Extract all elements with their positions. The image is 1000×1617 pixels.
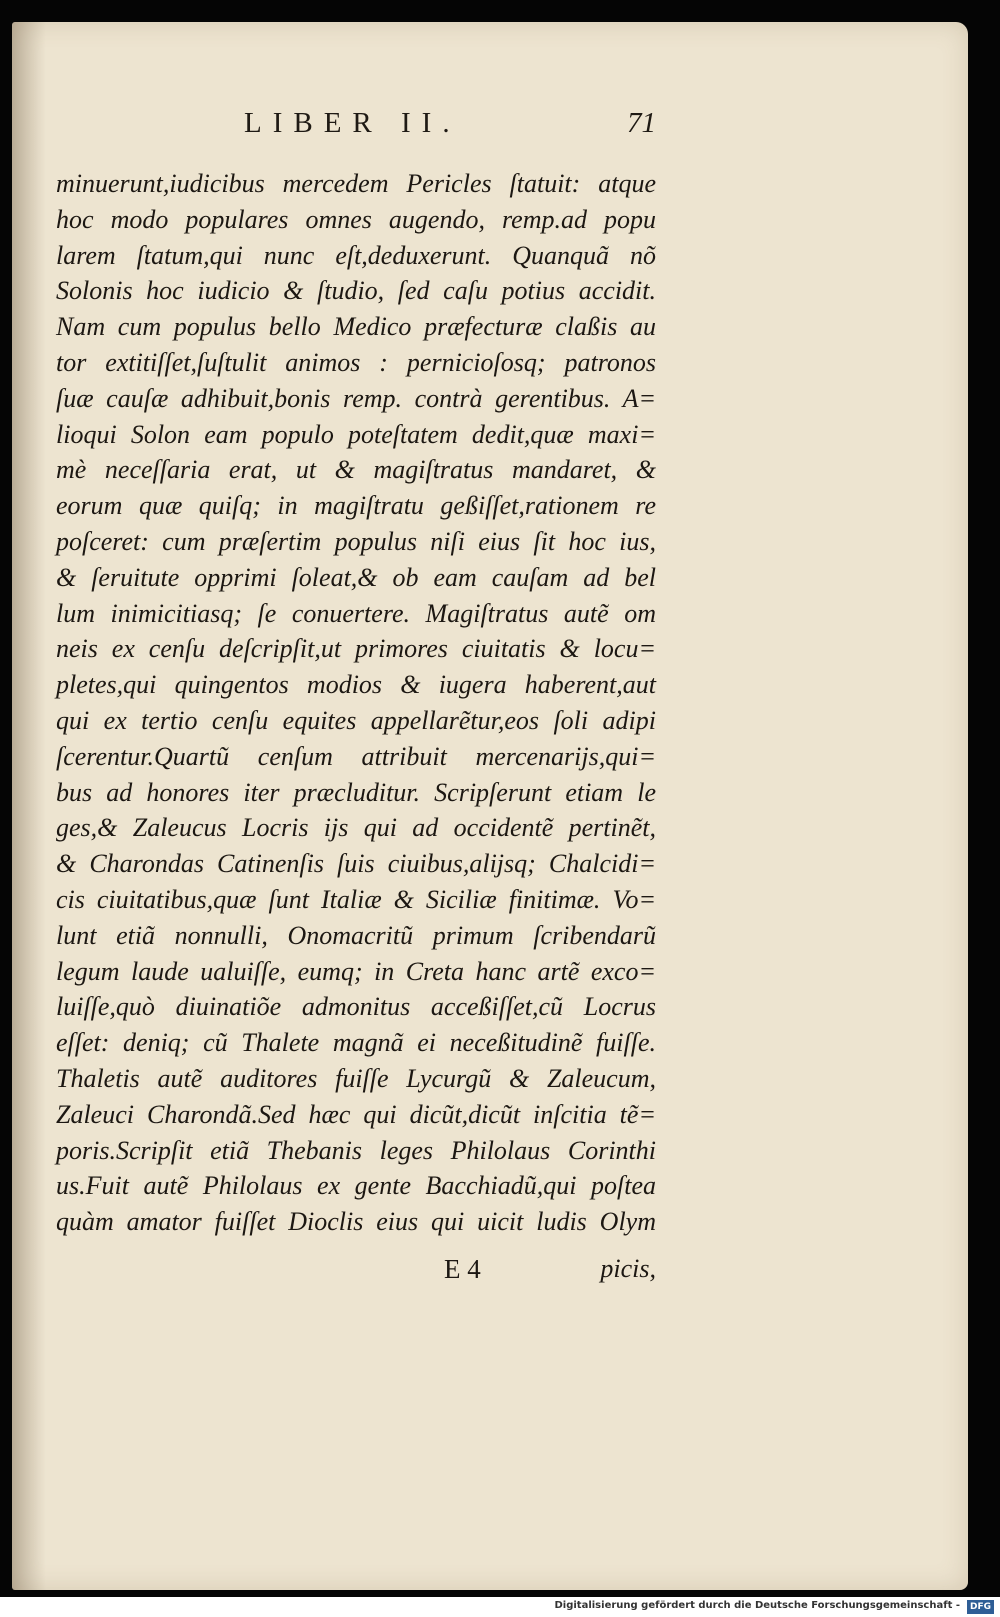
running-head bbox=[56, 107, 656, 147]
text-line: & Charondas Catinenſis ſuis ciuibus,alijsq; Chalcidi= bbox=[56, 849, 656, 879]
text-line: tor extitiſſet,ſuſtulit animos : pernicioſosq; patronos bbox=[56, 347, 656, 377]
text-line: & ſeruitute opprimi ſoleat,& ob eam cauſam ad bel bbox=[56, 562, 656, 592]
text-line: cis ciuitatibus,quæ ſunt Italiæ & Siciliæ finitimæ. Vo= bbox=[56, 884, 656, 914]
text-line: eorum quæ quiſq; in magiſtratu geßiſſet,rationem re bbox=[56, 491, 656, 521]
running-title: LIBER II. bbox=[244, 107, 461, 139]
text-line: neis ex cenſu deſcripſit,ut primores ciuitatis & locu= bbox=[56, 634, 656, 664]
text-line: pletes,qui quingentos modios & iugera haberent,aut bbox=[56, 670, 656, 700]
text-line: bus ad honores iter præcluditur. Scripſerunt etiam le bbox=[56, 777, 656, 807]
text-line: Thaletis autẽ auditores fuiſſe Lycurgũ & Zaleucum, bbox=[56, 1063, 656, 1093]
text-line: hoc modo populares omnes augendo, remp.ad popu bbox=[56, 204, 656, 234]
book-page bbox=[12, 22, 968, 1590]
text-line: Zaleuci Charondã.Sed hæc qui dicũt,dicũt inſcitia tẽ= bbox=[56, 1099, 656, 1129]
text-line: lunt etiã nonnulli, Onomacritũ primum ſcribendarũ bbox=[56, 920, 656, 950]
body-text bbox=[56, 166, 656, 1240]
text-line: minuerunt,iudicibus mercedem Pericles ſtatuit: atque bbox=[56, 169, 656, 198]
text-line: ſcerentur.Quartũ cenſum attribuit mercenarijs,qui= bbox=[56, 741, 656, 771]
credit-text: Digitalisierung gefördert durch die Deutsche Forschungsgemeinschaft - bbox=[554, 1600, 960, 1611]
text-line: lioqui Solon eam populo poteſtatem dedit,quæ maxi= bbox=[56, 419, 656, 449]
catchword: picis, bbox=[600, 1254, 656, 1283]
text-line: legum laude ualuiſſe, eumq; in Creta hanc artẽ exco= bbox=[56, 956, 656, 986]
text-line: Nam cum populus bello Medico præfecturæ claßis au bbox=[56, 312, 656, 342]
text-line: ges,& Zaleucus Locris ijs qui ad occidentẽ pertinẽt, bbox=[56, 813, 656, 843]
text-line: lum inimicitiasq; ſe conuertere. Magiſtratus autẽ om bbox=[56, 598, 656, 628]
text-line: mè neceſſaria erat, ut & magiſtratus mandaret, & bbox=[56, 455, 656, 485]
text-line: Solonis hoc iudicio & ſtudio, ſed caſu potius accidit. bbox=[56, 276, 656, 306]
page-footer bbox=[56, 1254, 656, 1290]
text-line: qui ex tertio cenſu equites appellarẽtur,eos ſoli adipi bbox=[56, 705, 656, 735]
text-line: larem ſtatum,qui nunc eſt,deduxerunt. Quanquã nõ bbox=[56, 240, 656, 270]
page-number: 71 bbox=[627, 107, 656, 139]
text-line: poris.Scripſit etiã Thebanis leges Philolaus Corinthi bbox=[56, 1135, 656, 1165]
text-line: poſceret: cum præſertim populus niſi eius ſit hoc ius, bbox=[56, 526, 656, 556]
dfg-logo: DFG bbox=[967, 1600, 994, 1614]
page-gutter-shadow bbox=[12, 22, 46, 1590]
text-line: us.Fuit autẽ Philolaus ex gente Bacchiadũ,qui poſtea bbox=[56, 1171, 656, 1201]
credit-bar bbox=[0, 1597, 1000, 1617]
text-line: ſuæ cauſæ adhibuit,bonis remp. contrà gerentibus. A= bbox=[56, 383, 656, 413]
text-line: quàm amator fuiſſet Dioclis eius qui uicit ludis Olym bbox=[56, 1207, 656, 1237]
text-line: luiſſe,quò diuinatiõe admonitus acceßiſſet,cũ Locrus bbox=[56, 992, 656, 1022]
text-line: eſſet: deniq; cũ Thalete magnã ei neceßitudinẽ fuiſſe. bbox=[56, 1028, 656, 1058]
signature-mark: E 4 bbox=[444, 1254, 481, 1284]
